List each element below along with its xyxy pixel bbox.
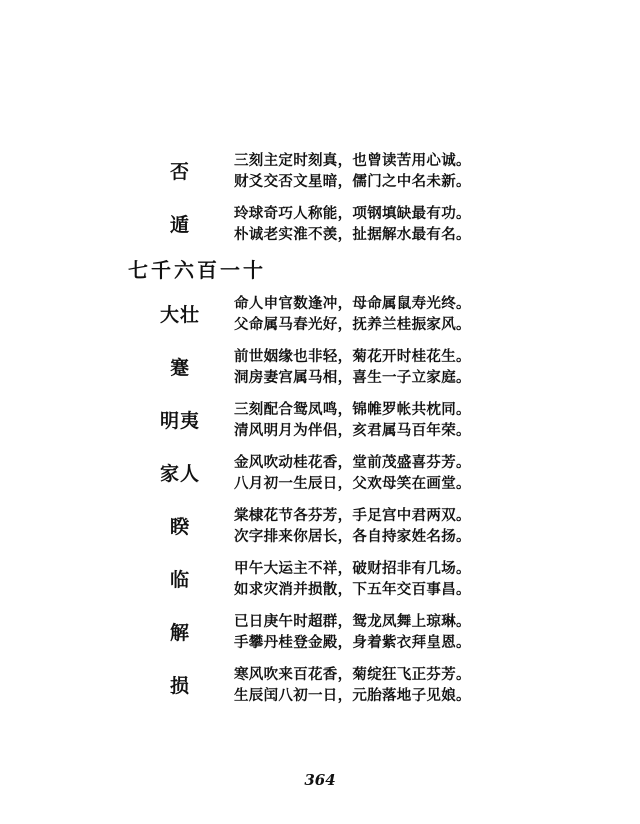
verse-line: 手攀丹桂登金殿，身着紫衣拜皇恩。 — [234, 634, 471, 651]
verse-line: 甲午大运主不祥，破财招非有几场。 — [234, 560, 471, 577]
entry-hexagram-name: 遁 — [169, 214, 190, 236]
verse-line: 八月初一生辰日，父欢母笑在画堂。 — [234, 475, 471, 492]
verse-entry — [0, 150, 640, 194]
entry-verse — [234, 452, 634, 494]
verse-entry — [0, 505, 640, 549]
verse-line: 如求灾消并损散，下五年交百事昌。 — [234, 581, 471, 598]
entry-hexagram-name: 否 — [169, 161, 190, 183]
entry-hexagram-name: 睽 — [169, 516, 190, 538]
entry-verse — [234, 293, 634, 335]
verse-line: 朴诚老实淮不羡，扯据解水最有名。 — [234, 226, 471, 243]
entry-hexagram-name: 大壮 — [159, 304, 200, 326]
page-number: 364 — [304, 771, 336, 789]
verse-entry — [0, 346, 640, 390]
verse-line: 三刻主定时刻真，也曾读苦用心诚。 — [234, 152, 471, 169]
entry-hexagram-name: 明夷 — [159, 410, 200, 432]
verse-entry — [0, 293, 640, 337]
verse-entry — [0, 452, 640, 496]
entry-hexagram-name: 临 — [169, 569, 190, 591]
verse-entry — [0, 558, 640, 602]
entry-verse — [234, 505, 634, 547]
verse-line: 次字排来你居长，各自持家姓名扬。 — [234, 528, 471, 545]
verse-line: 洞房妻宫属马相，喜生一子立家庭。 — [234, 369, 471, 386]
verse-line: 已日庚午时超群，鸳龙凤舞上琼琳。 — [234, 613, 471, 630]
verse-line: 寒风吹来百花香，菊绽狂飞正芬芳。 — [234, 666, 471, 683]
verse-line: 清风明月为伴侣，亥君属马百年荣。 — [234, 422, 471, 439]
verse-line: 玲球奇巧人称能，项钢填缺最有功。 — [234, 205, 471, 222]
entry-hexagram-name: 蹇 — [169, 357, 190, 379]
entry-hexagram-name: 解 — [169, 622, 190, 644]
verse-entry — [0, 399, 640, 443]
entry-verse — [234, 203, 634, 245]
entry-verse — [234, 558, 634, 600]
verse-line: 财爻交否文星暗，儒门之中名未新。 — [234, 173, 471, 190]
verse-entry — [0, 203, 640, 247]
entry-verse — [234, 346, 634, 388]
section-title: 七千六百一十 — [128, 258, 266, 282]
verse-line: 前世姻缘也非轻，菊花开时桂花生。 — [234, 348, 471, 365]
verse-line: 生辰闰八初一日，元胎落地子见娘。 — [234, 687, 471, 704]
verse-line: 父命属马春光好，抚养兰桂振家风。 — [234, 316, 471, 333]
verse-line: 金风吹动桂花香，堂前茂盛喜芬芳。 — [234, 454, 471, 471]
entry-verse — [234, 150, 634, 192]
entry-verse — [234, 611, 634, 653]
entry-verse — [234, 664, 634, 706]
verse-line: 棠棣花节各芬芳，手足宫中君两双。 — [234, 507, 471, 524]
entry-verse — [234, 399, 634, 441]
verse-entry — [0, 611, 640, 655]
verse-line: 命人申官数逢冲，母命属鼠寿光终。 — [234, 295, 471, 312]
verse-line: 三刻配合鸳凤鸣，锦帷罗帐共枕同。 — [234, 401, 471, 418]
entry-hexagram-name: 损 — [169, 675, 190, 697]
verse-entry — [0, 664, 640, 708]
entry-hexagram-name: 家人 — [159, 463, 200, 485]
